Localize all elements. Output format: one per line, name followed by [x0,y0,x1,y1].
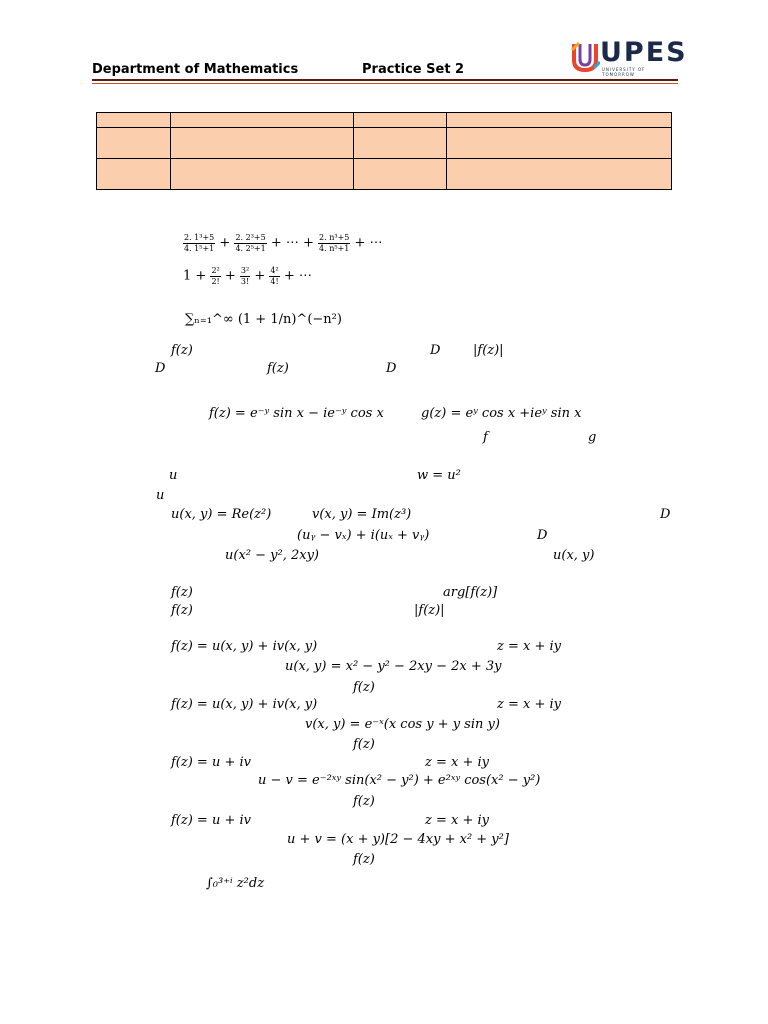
expr-u-minus-v: u − v = e⁻²ˣʸ sin(x² − y²) + e²ˣʸ cos(x² − y²) [258,773,541,788]
expr-u-given: u(x, y) = x² − y² − 2xy − 2x + 3y [285,659,502,674]
logo-wordmark: UPES [600,37,688,68]
header-rule-accent [92,83,678,84]
expr-f-of-z: f(z) [171,343,193,358]
expr-domain-d: D [537,528,548,543]
department-title: Department of Mathematics [92,62,299,77]
expr-domain-d: D [155,361,166,376]
expr-f-u-iv: f(z) = u(x, y) + iv(x, y) [171,639,318,654]
table-cell [97,113,171,128]
table-cell [171,128,354,159]
expr-arg-f: arg[f(z)] [443,585,498,600]
table-cell [171,113,354,128]
table-cell [447,113,672,128]
series-two: 1 + $\frac{\text{2²}}{2!}$ + $\frac{\text{3²}}{3!}$ + $\frac{\text{4²}}{4!}$ + ⋯ [183,266,312,286]
table-cell [97,128,171,159]
table-row [97,128,672,159]
expr-integral: ∫₀³⁺ⁱ z²dz [206,876,265,891]
table-cell [447,159,672,190]
expr-v-im-z3: v(x, y) = Im(z³) [312,507,412,522]
table-cell [354,113,447,128]
expr-z-x-iy: z = x + iy [425,813,489,828]
table-cell [97,159,171,190]
expr-domain-d: D [660,507,671,522]
expr-z-x-iy: z = x + iy [497,697,561,712]
expr-f-of-z: f(z) [353,794,375,809]
series-three: ∑ₙ₌₁^∞ (1 + 1/n)^(−n²) [185,312,342,327]
table-cell [354,128,447,159]
upes-logo-icon [570,40,600,74]
expr-g-definition: g(z) = eʸ cos x +ieʸ sin x [421,406,582,421]
expr-z-x-iy: z = x + iy [497,639,561,654]
expr-f-u-iv: f(z) = u + iv [171,755,251,770]
expr-u-xy: u(x, y) [553,548,595,563]
expr-modulus-f: |f(z)| [473,343,504,358]
expr-u: u [156,488,165,503]
expr-f-u-iv: f(z) = u(x, y) + iv(x, y) [171,697,318,712]
expr-w-equals-u-squared: w = u² [417,468,461,483]
expr-f-definition: f(z) = e⁻ʸ sin x − ie⁻ʸ cos x [209,406,384,421]
info-table [96,112,672,190]
expr-u: u [169,468,178,483]
expr-u-composite: u(x² − y², 2xy) [225,548,319,563]
expr-u-plus-v: u + v = (x + y)[2 − 4xy + x² + y²] [287,832,509,847]
table-cell [171,159,354,190]
expr-z-x-iy: z = x + iy [425,755,489,770]
expr-f-of-z: f(z) [171,585,193,600]
expr-f-of-z: f(z) [171,603,193,618]
expr-f-of-z: f(z) [353,737,375,752]
table-row [97,159,672,190]
practice-set-title: Practice Set 2 [362,62,465,77]
upes-logo [570,37,688,77]
table-cell [354,159,447,190]
series-one: $\frac{\text{2. 1³+5}}{\text{4. 1⁵+1}}$ + $\frac{\text{2. 2³+5}}{\text{4. 2⁵+1}}$ + ⋯ + $\frac{\text{2. n³+5}}{\text{4. n⁵+1}}$ + ⋯ [184,233,383,253]
expr-domain-d: D [430,343,441,358]
expr-f-of-z: f(z) [353,680,375,695]
table-cell [447,128,672,159]
expr-domain-d: D [386,361,397,376]
expr-f-of-z: f(z) [267,361,289,376]
expr-modulus-f: |f(z)| [414,603,445,618]
header-rule [92,79,678,81]
expr-f-of-z: f(z) [353,852,375,867]
expr-v-given: v(x, y) = e⁻ˣ(x cos y + y sin y) [305,717,500,732]
expr-f: f [483,430,488,445]
expr-g: g [588,430,597,445]
table-row [97,113,672,128]
expr-u-re-z2: u(x, y) = Re(z²) [171,507,272,522]
logo-tagline: UNIVERSITY OF TOMORROW [602,67,646,77]
expr-f-u-iv: f(z) = u + iv [171,813,251,828]
expr-derivative-combo: (uᵧ − vₓ) + i(uₓ + vᵧ) [297,528,430,543]
